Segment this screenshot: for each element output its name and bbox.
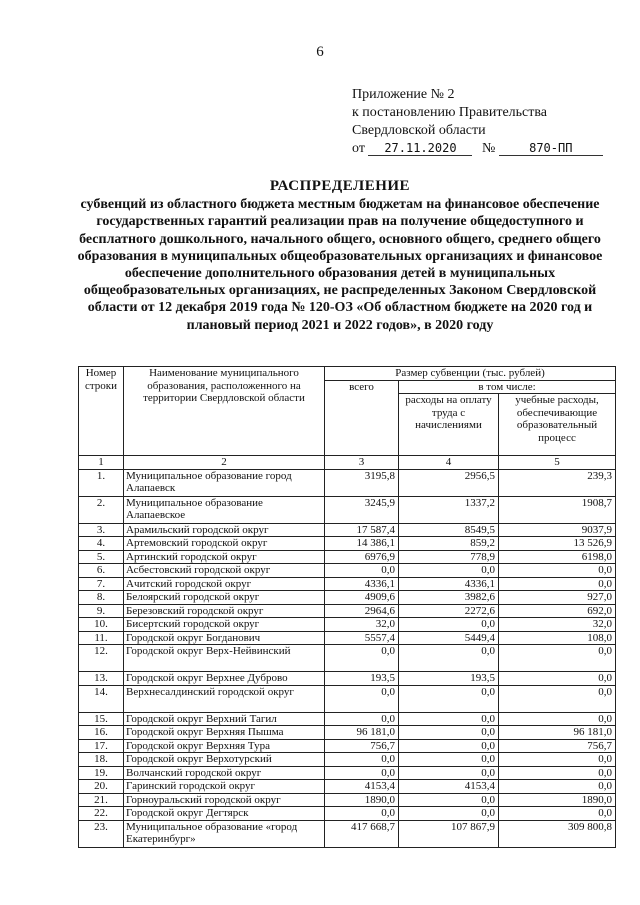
- header-size: Размер субвенции (тыс. рублей): [325, 367, 616, 381]
- row-total: 3195,8: [325, 469, 399, 496]
- row-number: 1.: [79, 469, 124, 496]
- table-row: [79, 564, 616, 578]
- table-row: [79, 537, 616, 551]
- col-number: 3: [325, 456, 399, 470]
- row-number: 16.: [79, 726, 124, 740]
- table-row: [79, 685, 616, 712]
- row-name: Горноуральский городской округ: [124, 793, 325, 807]
- row-number: 5.: [79, 550, 124, 564]
- row-total: 0,0: [325, 766, 399, 780]
- table-row: [79, 820, 616, 847]
- row-number: 11.: [79, 631, 124, 645]
- header-name: Наименование муниципального образования, расположенного на территории Свердловской области: [124, 367, 325, 456]
- table-row: [79, 631, 616, 645]
- row-number: 3.: [79, 523, 124, 537]
- col-number: 2: [124, 456, 325, 470]
- row-total: 0,0: [325, 685, 399, 712]
- table-row: [79, 577, 616, 591]
- row-name: Муниципальное образование «город Екатеринбург»: [124, 820, 325, 847]
- row-name: Гаринский городской округ: [124, 780, 325, 794]
- table-row: [79, 766, 616, 780]
- appendix-region: Свердловской области: [352, 123, 486, 138]
- row-labor: 0,0: [399, 645, 499, 672]
- row-education: 6198,0: [499, 550, 616, 564]
- row-labor: 1337,2: [399, 496, 499, 523]
- row-labor: 0,0: [399, 753, 499, 767]
- row-labor: 0,0: [399, 564, 499, 578]
- row-total: 17 587,4: [325, 523, 399, 537]
- row-name: Верхнесалдинский городской округ: [124, 685, 325, 712]
- row-name: Волчанский городской округ: [124, 766, 325, 780]
- row-labor: 8549,5: [399, 523, 499, 537]
- table-row: [79, 591, 616, 605]
- row-name: Муниципальное образование Алапаевское: [124, 496, 325, 523]
- col-number: 1: [79, 456, 124, 470]
- row-number: 2.: [79, 496, 124, 523]
- table-row: [79, 712, 616, 726]
- row-total: 4909,6: [325, 591, 399, 605]
- document-heading: [60, 178, 620, 334]
- row-name: Городской округ Богданович: [124, 631, 325, 645]
- number-label: №: [481, 141, 496, 156]
- appendix-block: [352, 86, 603, 158]
- row-labor: 4153,4: [399, 780, 499, 794]
- row-name: Муниципальное образование город Алапаевск: [124, 469, 325, 496]
- table-row: [79, 523, 616, 537]
- table-row: [79, 726, 616, 740]
- col-number: 5: [499, 456, 616, 470]
- row-labor: 193,5: [399, 672, 499, 686]
- row-number: 9.: [79, 604, 124, 618]
- heading-text: субвенций из областного бюджета местным бюджетам на финансовое обеспечение государственных гарантий реализации прав на получение общедоступного и бесплатного дошкольного, начального общего, основного общего, среднего общего образования в муниципальных общеобразовательных организациях и финансовое обеспечение дополнительного образования детей в муниципальных общеобразовательных организациях, не распределенных Законом Свердловской области от 12 декабря 2019 года № 120-ОЗ «Об областном бюджете на 2020 год и плановый период 2021 и 2022 годов», в 2020 году: [77, 197, 603, 333]
- row-total: 417 668,7: [325, 820, 399, 847]
- row-total: 96 181,0: [325, 726, 399, 740]
- row-total: 0,0: [325, 712, 399, 726]
- appendix-title: Приложение № 2: [352, 87, 455, 102]
- row-total: 0,0: [325, 753, 399, 767]
- row-number: 23.: [79, 820, 124, 847]
- table-row: [79, 780, 616, 794]
- row-labor: 2272,6: [399, 604, 499, 618]
- subsidy-table: [78, 366, 616, 848]
- table-row: [79, 496, 616, 523]
- appendix-date-number: [352, 140, 603, 158]
- row-education: 0,0: [499, 564, 616, 578]
- header-row: [79, 367, 616, 381]
- table-row: [79, 672, 616, 686]
- row-education: 1890,0: [499, 793, 616, 807]
- header-row-num: Номер строки: [79, 367, 124, 456]
- row-total: 1890,0: [325, 793, 399, 807]
- row-name: Бисертский городской округ: [124, 618, 325, 632]
- row-name: Арамильский городской округ: [124, 523, 325, 537]
- row-name: Асбестовский городской округ: [124, 564, 325, 578]
- row-number: 15.: [79, 712, 124, 726]
- table-row: [79, 753, 616, 767]
- row-education: 9037,9: [499, 523, 616, 537]
- table-row: [79, 469, 616, 496]
- row-number: 6.: [79, 564, 124, 578]
- row-total: 4336,1: [325, 577, 399, 591]
- row-labor: 5449,4: [399, 631, 499, 645]
- row-total: 756,7: [325, 739, 399, 753]
- row-education: 0,0: [499, 753, 616, 767]
- row-number: 17.: [79, 739, 124, 753]
- row-education: 756,7: [499, 739, 616, 753]
- row-number: 10.: [79, 618, 124, 632]
- row-labor: 4336,1: [399, 577, 499, 591]
- row-labor: 0,0: [399, 712, 499, 726]
- table-row: [79, 604, 616, 618]
- row-name: Городской округ Верхний Тагил: [124, 712, 325, 726]
- decree-number: 870-ПП: [499, 141, 603, 156]
- page-number: 6: [316, 44, 324, 60]
- header-including: в том числе:: [399, 380, 616, 394]
- row-labor: 0,0: [399, 618, 499, 632]
- row-labor: 0,0: [399, 766, 499, 780]
- row-name: Артемовский городской округ: [124, 537, 325, 551]
- appendix-decree: к постановлению Правительства: [352, 105, 548, 120]
- row-number: 21.: [79, 793, 124, 807]
- row-name: Городской округ Верх-Нейвинский: [124, 645, 325, 672]
- row-total: 0,0: [325, 807, 399, 821]
- row-labor: 0,0: [399, 793, 499, 807]
- header-labor: расходы на оплату труда с начислениями: [399, 394, 499, 456]
- table-row: [79, 793, 616, 807]
- row-education: 0,0: [499, 712, 616, 726]
- row-number: 8.: [79, 591, 124, 605]
- row-education: 309 800,8: [499, 820, 616, 847]
- col-number: 4: [399, 456, 499, 470]
- row-number: 12.: [79, 645, 124, 672]
- row-labor: 859,2: [399, 537, 499, 551]
- row-number: 22.: [79, 807, 124, 821]
- row-education: 0,0: [499, 672, 616, 686]
- row-total: 193,5: [325, 672, 399, 686]
- header-total: всего: [325, 380, 399, 456]
- row-labor: 778,9: [399, 550, 499, 564]
- from-label: от: [352, 141, 365, 156]
- row-total: 0,0: [325, 564, 399, 578]
- heading-word: РАСПРЕДЕЛЕНИЕ: [269, 178, 411, 194]
- row-number: 4.: [79, 537, 124, 551]
- row-number: 13.: [79, 672, 124, 686]
- row-name: Городской округ Дегтярск: [124, 807, 325, 821]
- row-total: 0,0: [325, 645, 399, 672]
- row-education: 0,0: [499, 780, 616, 794]
- column-numbers-row: [79, 456, 616, 470]
- row-labor: 0,0: [399, 739, 499, 753]
- row-education: 96 181,0: [499, 726, 616, 740]
- row-education: 927,0: [499, 591, 616, 605]
- row-education: 692,0: [499, 604, 616, 618]
- table-row: [79, 550, 616, 564]
- row-labor: 0,0: [399, 807, 499, 821]
- row-name: Городской округ Верхнее Дуброво: [124, 672, 325, 686]
- row-labor: 3982,6: [399, 591, 499, 605]
- row-total: 32,0: [325, 618, 399, 632]
- row-total: 4153,4: [325, 780, 399, 794]
- row-name: Городской округ Верхняя Пышма: [124, 726, 325, 740]
- row-total: 5557,4: [325, 631, 399, 645]
- row-total: 2964,6: [325, 604, 399, 618]
- row-education: 0,0: [499, 685, 616, 712]
- table-row: [79, 645, 616, 672]
- row-number: 20.: [79, 780, 124, 794]
- row-name: Белоярский городской округ: [124, 591, 325, 605]
- row-education: 0,0: [499, 577, 616, 591]
- row-name: Ачитский городской округ: [124, 577, 325, 591]
- row-labor: 0,0: [399, 726, 499, 740]
- row-name: Городской округ Верхняя Тура: [124, 739, 325, 753]
- row-education: 239,3: [499, 469, 616, 496]
- row-education: 0,0: [499, 807, 616, 821]
- row-labor: 2956,5: [399, 469, 499, 496]
- table-row: [79, 618, 616, 632]
- row-labor: 107 867,9: [399, 820, 499, 847]
- row-labor: 0,0: [399, 685, 499, 712]
- row-number: 19.: [79, 766, 124, 780]
- row-total: 14 386,1: [325, 537, 399, 551]
- table-row: [79, 807, 616, 821]
- decree-date: 27.11.2020: [368, 141, 472, 156]
- row-total: 6976,9: [325, 550, 399, 564]
- row-number: 7.: [79, 577, 124, 591]
- row-name: Артинский городской округ: [124, 550, 325, 564]
- row-education: 13 526,9: [499, 537, 616, 551]
- row-name: Городской округ Верхотурский: [124, 753, 325, 767]
- row-education: 108,0: [499, 631, 616, 645]
- row-number: 14.: [79, 685, 124, 712]
- row-education: 0,0: [499, 766, 616, 780]
- row-total: 3245,9: [325, 496, 399, 523]
- row-number: 18.: [79, 753, 124, 767]
- header-education: учебные расходы, обеспечивающие образовательный процесс: [499, 394, 616, 456]
- table-row: [79, 739, 616, 753]
- row-name: Березовский городской округ: [124, 604, 325, 618]
- row-education: 1908,7: [499, 496, 616, 523]
- row-education: 0,0: [499, 645, 616, 672]
- row-education: 32,0: [499, 618, 616, 632]
